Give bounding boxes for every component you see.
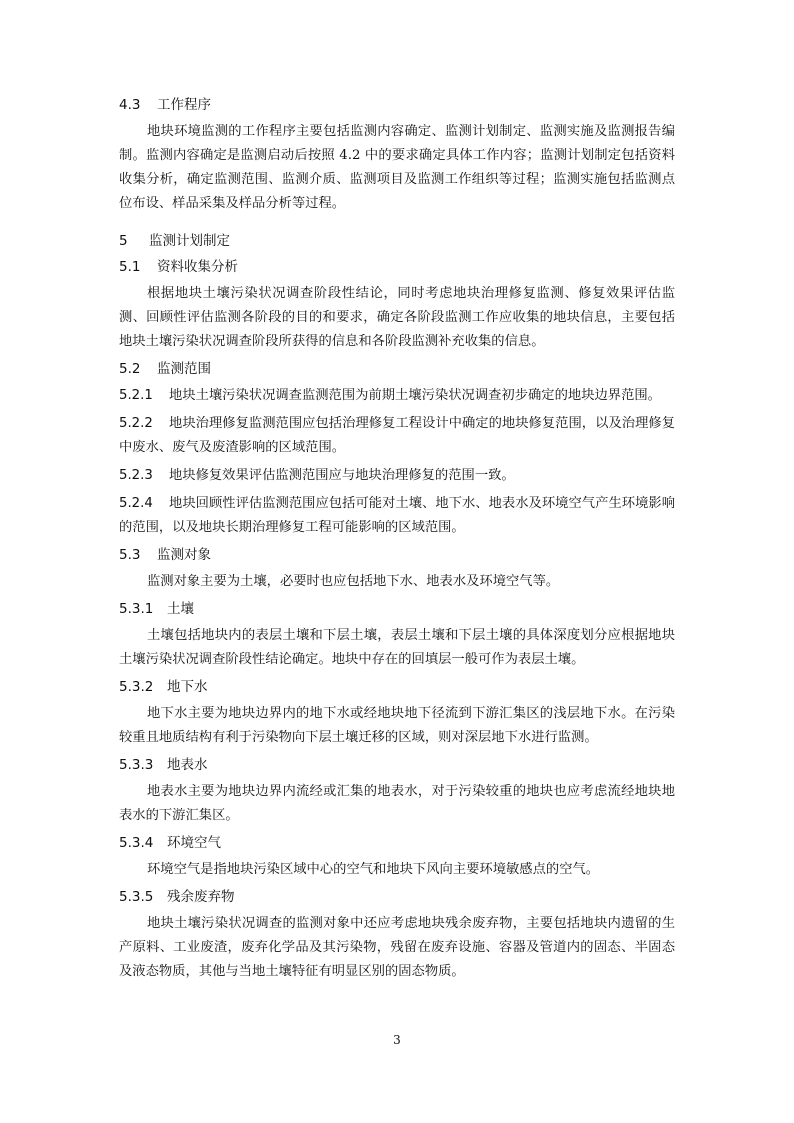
- chapter-number: 5: [119, 233, 128, 249]
- chapter-title: 监测计划制定: [149, 233, 230, 249]
- subsection-5-3-3-paragraph: 地表水主要为地块边界内流经或汇集的地表水，对于污染较重的地块也应考虑流经地块地表水的下游汇集区。: [119, 784, 675, 823]
- clause-text: 地块回顾性评估监测范围应包括可能对土壤、地下水、地表水及环境空气产生环境影响的范围，以及地块长期治理修复工程可能影响的区域范围。: [119, 496, 675, 535]
- clause-5-2-3: [119, 464, 675, 488]
- clause-number: 5.2.4: [119, 496, 153, 511]
- clause-5-2-4: [119, 492, 675, 540]
- chapter-heading-5: [119, 230, 675, 252]
- section-number: 5.2: [119, 361, 141, 377]
- page-content: [119, 94, 675, 988]
- section-5-1-paragraph: 根据地块土壤污染状况调查阶段性结论，同时考虑地块治理修复监测、修复效果评估监测、回顾性评估监测各阶段的目的和要求，确定各阶段监测工作应收集的地块信息，主要包括地块土壤污染状况调查阶段所获得的信息和各阶段监测补充收集的信息。: [119, 286, 675, 349]
- clause-text: 地块修复效果评估监测范围应与地块治理修复的范围一致。: [169, 468, 515, 483]
- section-number: 5.1: [119, 259, 141, 275]
- clause-text: 地块土壤污染状况调查监测范围为前期土壤污染状况调查初步确定的地块边界范围。: [169, 388, 661, 403]
- section-heading-5-2: [119, 358, 675, 380]
- section-5-3-paragraph: 监测对象主要为土壤，必要时也应包括地下水、地表水及环境空气等。: [147, 574, 560, 589]
- subsection-title: 残余废弃物: [167, 889, 235, 905]
- subsection-number: 5.3.2: [119, 679, 154, 695]
- section-number: 5.3: [119, 547, 141, 563]
- section-number: 4.3: [119, 97, 141, 113]
- subsection-title: 地下水: [167, 679, 208, 695]
- subsection-title: 地表水: [167, 757, 208, 773]
- subsection-5-3-5-paragraph: 地块土壤污染状况调查的监测对象中还应考虑地块残余废弃物，主要包括地块内遗留的生产原料、工业废渣，废弃化学品及其污染物，残留在废弃设施、容器及管道内的固态、半固态及液态物质，其他与当地土壤特征有明显区别的固态物质。: [119, 916, 675, 979]
- clause-number: 5.2.1: [119, 388, 153, 403]
- subsection-number: 5.3.5: [119, 889, 154, 905]
- page-number: 3: [393, 1033, 401, 1047]
- section-title: 监测范围: [157, 361, 211, 377]
- clause-text: 地块治理修复监测范围应包括治理修复工程设计中确定的地块修复范围，以及治理修复中废水、废气及废渣影响的区域范围。: [119, 416, 675, 455]
- clause-5-2-1: [119, 384, 675, 408]
- subsection-number: 5.3.4: [119, 835, 154, 851]
- subsection-heading-5-3-3: [119, 754, 675, 776]
- subsection-5-3-1-paragraph: 土壤包括地块内的表层土壤和下层土壤，表层土壤和下层土壤的具体深度划分应根据地块土壤污染状况调查阶段性结论确定。地块中存在的回填层一般可作为表层土壤。: [119, 628, 675, 667]
- subsection-heading-5-3-5: [119, 886, 675, 908]
- subsection-heading-5-3-2: [119, 676, 675, 698]
- section-heading-4-3: [119, 94, 675, 116]
- subsection-heading-5-3-4: [119, 832, 675, 854]
- section-title: 监测对象: [157, 547, 211, 563]
- subsection-5-3-2-paragraph: 地下水主要为地块边界内的地下水或经地块地下径流到下游汇集区的浅层地下水。在污染较重且地质结构有利于污染物向下层土壤迁移的区域，则对深层地下水进行监测。: [119, 706, 675, 745]
- clause-5-2-2: [119, 412, 675, 460]
- clause-number: 5.2.2: [119, 416, 153, 431]
- section-4-3-paragraph: 地块环境监测的工作程序主要包括监测内容确定、监测计划制定、监测实施及监测报告编制。监测内容确定是监测启动后按照 4.2 中的要求确定具体工作内容；监测计划制定包括资料收集分析，确定监测范围、监测介质、监测项目及监测工作组织等过程；监测实施包括监测点位布设、样品采集及样品分析等过程。: [119, 124, 675, 211]
- section-heading-5-3: [119, 544, 675, 566]
- subsection-title: 环境空气: [167, 835, 221, 851]
- subsection-number: 5.3.1: [119, 601, 154, 617]
- clause-number: 5.2.3: [119, 468, 153, 483]
- subsection-5-3-4-paragraph: 环境空气是指地块污染区域中心的空气和地块下风向主要环境敏感点的空气。: [147, 862, 600, 877]
- section-title: 工作程序: [157, 97, 211, 113]
- section-title: 资料收集分析: [157, 259, 238, 275]
- section-heading-5-1: [119, 256, 675, 278]
- subsection-title: 土壤: [167, 601, 194, 617]
- subsection-heading-5-3-1: [119, 598, 675, 620]
- subsection-number: 5.3.3: [119, 757, 154, 773]
